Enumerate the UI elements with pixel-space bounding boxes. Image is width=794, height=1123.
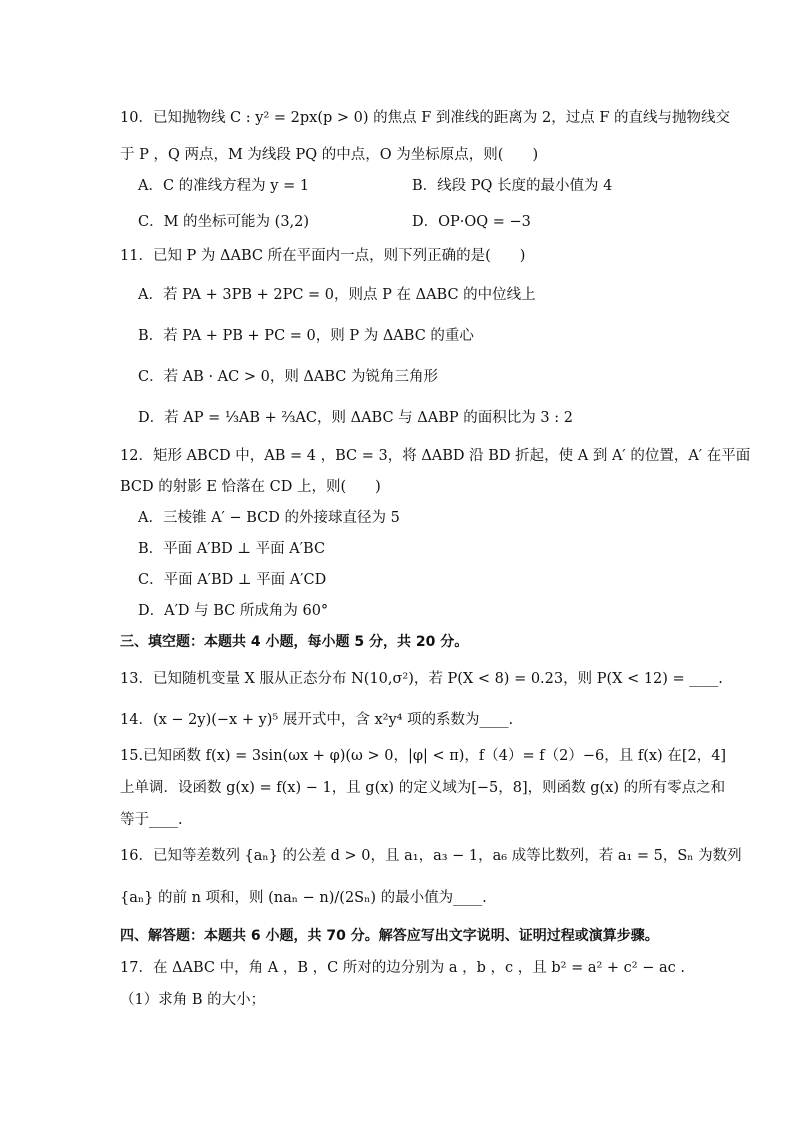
q17-stem: 17．在 ΔABC 中，角 A ，B ，C 所对的边分别为 a ，b ，c ，且 b² = a² + c² − ac . — [120, 960, 685, 976]
q12-stem-line1: 12．矩形 ABCD 中，AB = 4 ，BC = 3，将 ΔABD 沿 BD 折起，使 A 到 A′ 的位置，A′ 在平面 — [120, 448, 751, 464]
q10-option-a: A．C 的准线方程为 y = 1 — [138, 178, 310, 194]
q11-option-a: A．若 PA + 3PB + 2PC = 0，则点 P 在 ΔABC 的中位线上 — [138, 287, 536, 303]
q12-option-b: B．平面 A′BD ⊥ 平面 A′BC — [138, 541, 326, 557]
q12-stem-line2: BCD 的射影 E 恰落在 CD 上，则( ) — [120, 479, 381, 495]
q10-option-c: C．M 的坐标可能为 (3,2) — [138, 214, 310, 230]
q15-line3: 等于____. — [120, 812, 183, 828]
q10-option-b: B．线段 PQ 长度的最小值为 4 — [412, 178, 613, 194]
q10-option-d: D．OP·OQ = −3 — [412, 214, 531, 230]
q10-stem-line1: 10．已知抛物线 C : y² = 2px(p > 0) 的焦点 F 到准线的距离为 2，过点 F 的直线与抛物线交 — [120, 110, 731, 126]
q10-stem-line2: 于 P ，Q 两点，M 为线段 PQ 的中点，O 为坐标原点，则( ) — [120, 147, 539, 163]
q16-line2: {aₙ} 的前 n 项和，则 (naₙ − n)/(2Sₙ) 的最小值为____. — [120, 890, 487, 906]
q17-part1: （1）求角 B 的大小； — [120, 992, 266, 1008]
q11-stem: 11．已知 P 为 ΔABC 所在平面内一点，则下列正确的是( ) — [120, 248, 526, 264]
q15-line1: 15.已知函数 f(x) = 3sin(ωx + φ)(ω > 0，|φ| < π)，f（4）= f（2）−6，且 f(x) 在[2，4] — [120, 748, 727, 764]
q11-option-b: B．若 PA + PB + PC = 0，则 P 为 ΔABC 的重心 — [138, 328, 474, 344]
section-3-heading: 三、填空题：本题共 4 小题，每小题 5 分，共 20 分。 — [120, 634, 469, 650]
q12-option-a: A．三棱锥 A′ − BCD 的外接球直径为 5 — [138, 510, 400, 526]
q12-option-c: C．平面 A′BD ⊥ 平面 A′CD — [138, 572, 327, 588]
q11-option-c: C．若 AB · AC > 0，则 ΔABC 为锐角三角形 — [138, 369, 438, 385]
q13: 13．已知随机变量 X 服从正态分布 N(10,σ²)，若 P(X < 8) = 0.23，则 P(X < 12) = ____. — [120, 671, 723, 687]
q14: 14．(x − 2y)(−x + y)⁵ 展开式中，含 x²y⁴ 项的系数为____. — [120, 712, 514, 728]
section-4-heading: 四、解答题：本题共 6 小题，共 70 分。解答应写出文字说明、证明过程或演算步骤。 — [120, 928, 659, 944]
q11-option-d: D．若 AP = ⅓AB + ⅔AC，则 ΔABC 与 ΔABP 的面积比为 3 : 2 — [138, 410, 573, 426]
q16-line1: 16．已知等差数列 {aₙ} 的公差 d > 0，且 a₁，a₃ − 1，a₆ 成等比数列，若 a₁ = 5，Sₙ 为数列 — [120, 848, 742, 864]
q12-option-d: D．A′D 与 BC 所成角为 60° — [138, 603, 329, 619]
q15-line2: 上单调．设函数 g(x) = f(x) − 1，且 g(x) 的定义域为[−5，8]，则函数 g(x) 的所有零点之和 — [120, 780, 726, 796]
